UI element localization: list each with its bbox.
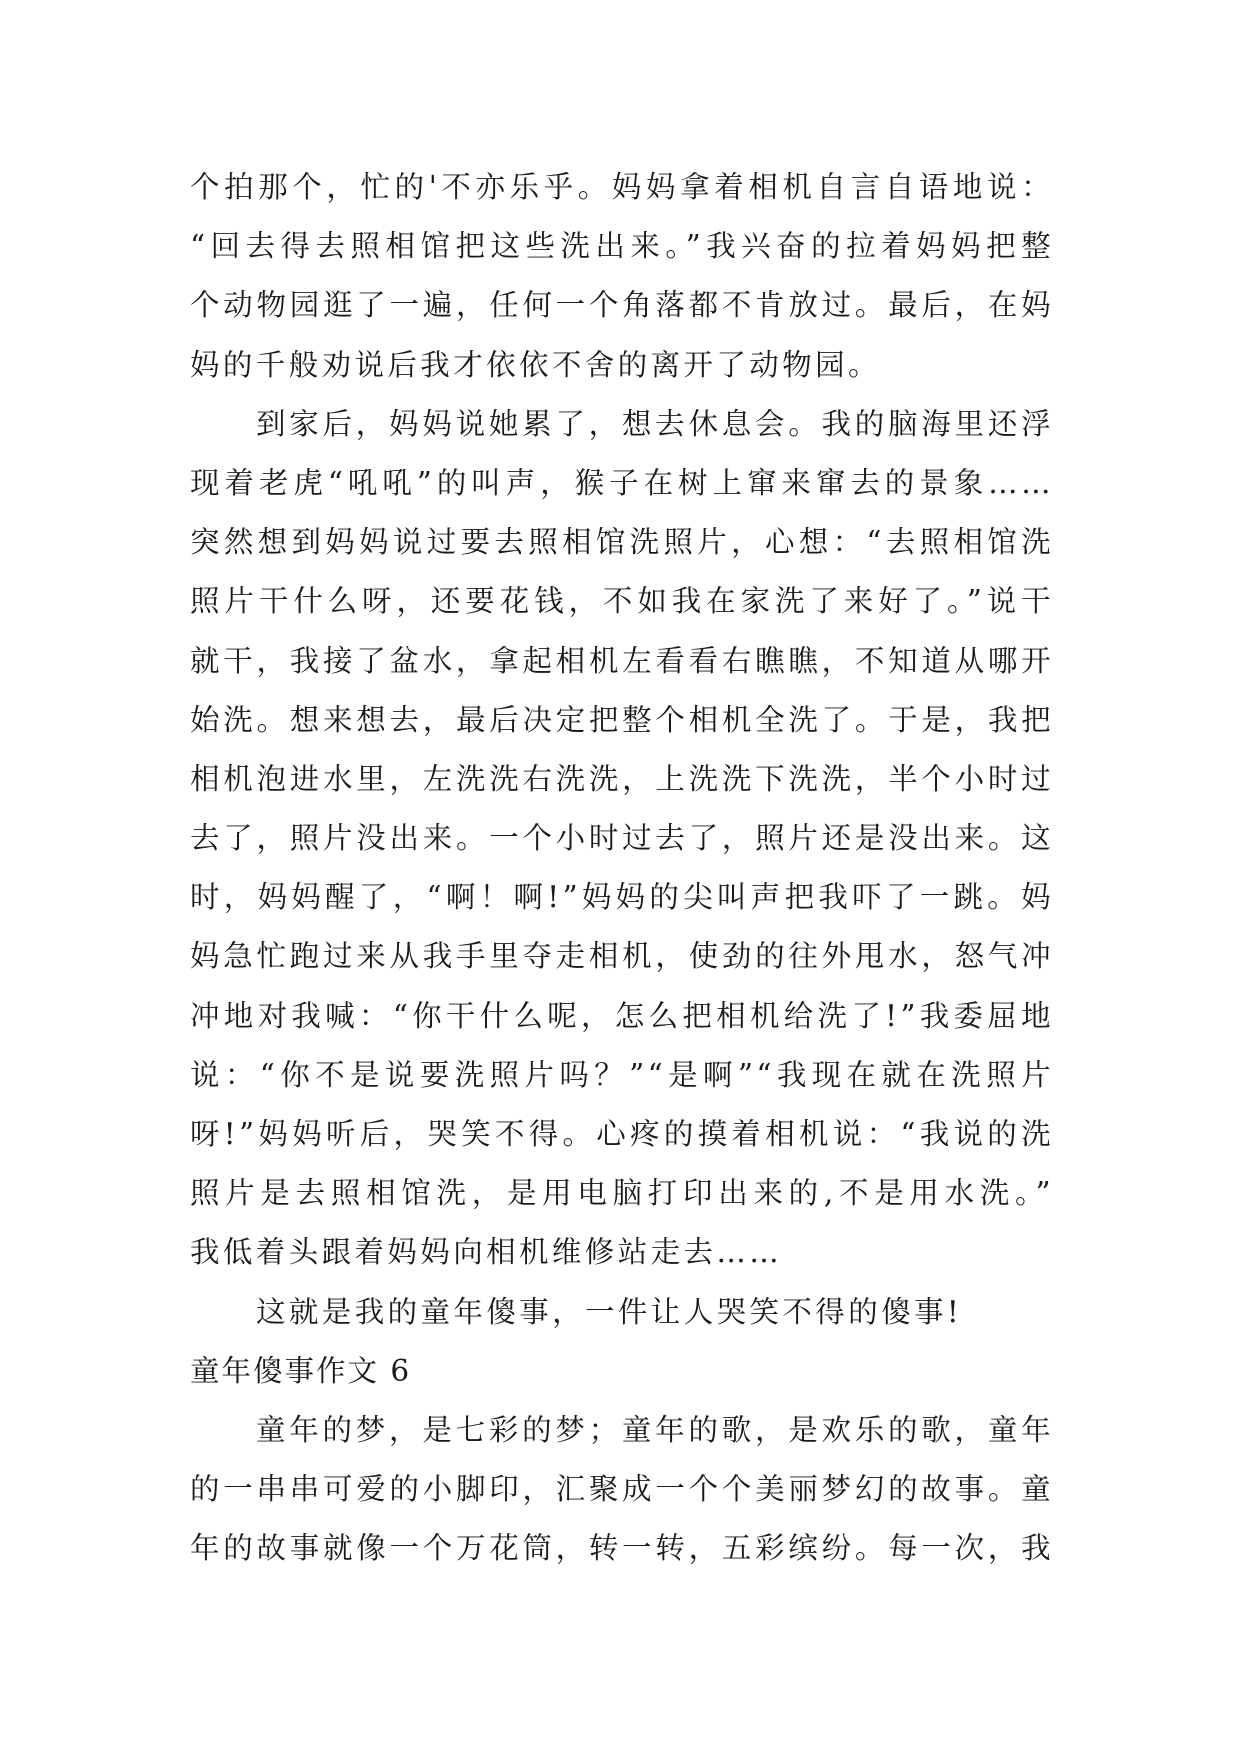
paragraph-first-line: 童年的梦，是七彩的梦；童年的歌，是欢乐的歌，童年	[256, 1412, 1054, 1447]
text-line: 个动物园逛了一遍，任何一个角落都不肯放过。最后，在妈	[190, 288, 1054, 323]
text-line: 妈的千般劝说后我才依依不舍的离开了动物园。	[190, 347, 881, 382]
text-line: 就干，我接了盆水，拿起相机左看看右瞧瞧，不知道从哪开	[190, 643, 1054, 678]
text-line: 突然想到妈妈说过要去照相馆洗照片，心想：“去照相馆洗	[190, 525, 1054, 560]
paragraph-first-line: 这就是我的童年傻事，一件让人哭笑不得的傻事!	[256, 1294, 963, 1329]
text-line: 相机泡进水里，左洗洗右洗洗，上洗洗下洗洗，半个小时过	[190, 761, 1054, 796]
text-line: 始洗。想来想去，最后决定把整个相机全洗了。于是，我把	[190, 702, 1054, 737]
text-line: “回去得去照相馆把这些洗出来。”我兴奋的拉着妈妈把整	[190, 229, 1054, 264]
text-line: 妈急忙跑过来从我手里夺走相机，使劲的往外甩水，怒气冲	[190, 939, 1054, 974]
text-line: 去了，照片没出来。一个小时过去了，照片还是没出来。这	[190, 821, 1054, 856]
text-line: 照片干什么呀，还要花钱，不如我在家洗了来好了。”说干	[190, 584, 1054, 619]
text-line: 照片是去照相馆洗，是用电脑打印出来的,不是用水洗。”	[190, 1176, 1054, 1211]
text-line: 呀!”妈妈听后，哭笑不得。心疼的摸着相机说：“我说的洗	[190, 1117, 1054, 1151]
text-line: 时，妈妈醒了，“啊！啊!”妈妈的尖叫声把我吓了一跳。妈	[190, 880, 1054, 915]
text-line: 我低着头跟着妈妈向相机维修站走去……	[190, 1235, 783, 1270]
text-line: 现着老虎“吼吼”的叫声，猴子在树上窜来窜去的景象……	[190, 465, 1054, 500]
text-line: 冲地对我喊：“你干什么呢，怎么把相机给洗了!”我委屈地	[190, 998, 1054, 1033]
essay-text	[190, 158, 1054, 1579]
section-heading: 童年傻事作文 6	[190, 1353, 412, 1388]
text-line: 的一串串可爱的小脚印，汇聚成一个个美丽梦幻的故事。童	[190, 1472, 1054, 1507]
text-line: 说：“你不是说要洗照片吗？”“是啊”“我现在就在洗照片	[190, 1057, 1054, 1092]
text-line: 个拍那个，忙的'不亦乐乎。妈妈拿着相机自言自语地说：	[190, 170, 1054, 204]
text-line: 年的故事就像一个万花筒，转一转，五彩缤纷。每一次，我	[190, 1531, 1054, 1566]
paragraph-first-line: 到家后，妈妈说她累了，想去休息会。我的脑海里还浮	[256, 406, 1054, 441]
